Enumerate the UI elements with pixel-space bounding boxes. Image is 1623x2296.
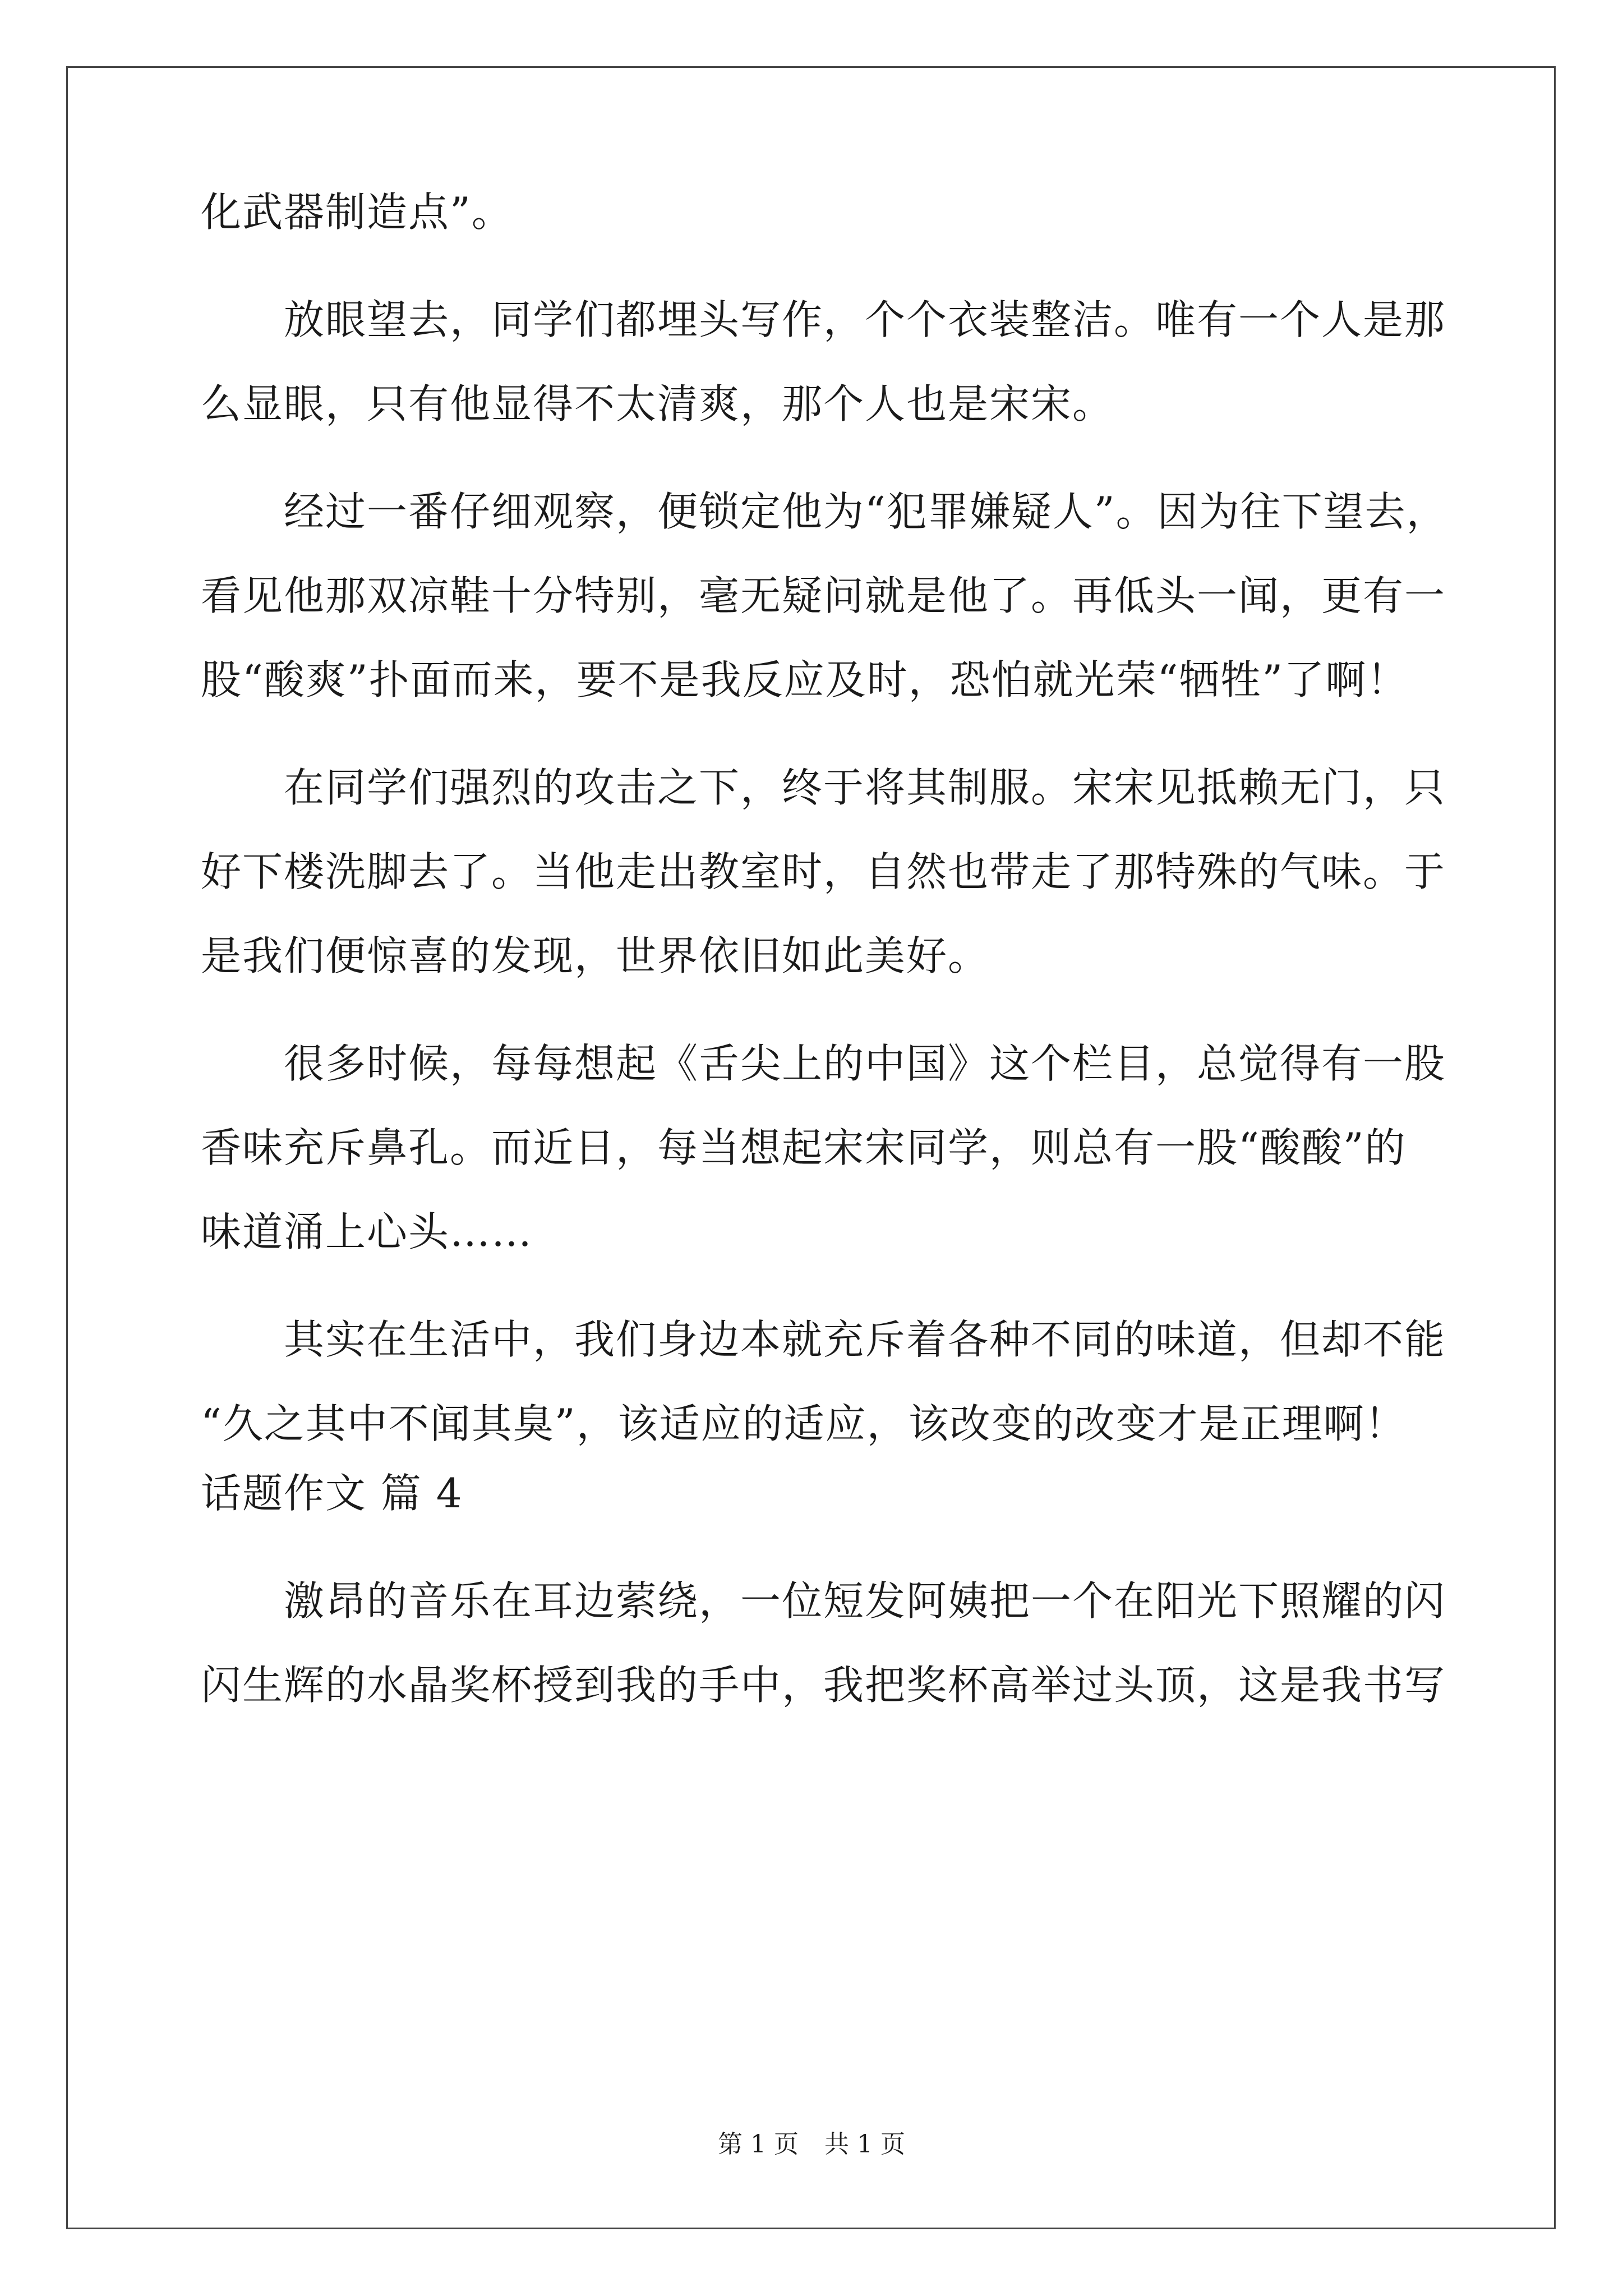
text-line: 好下楼洗脚去了。当他走出教室时，自然也带走了那特殊的气味。于	[201, 848, 1446, 895]
text-line: 闪生辉的水晶奖杯授到我的手中，我把奖杯高举过头顶，这是我书写	[201, 1662, 1446, 1709]
text-line: 激昂的音乐在耳边萦绕，一位短发阿姨把一个在阳光下照耀的闪	[201, 1577, 1446, 1625]
text-line: 是我们便惊喜的发现，世界依旧如此美好。	[201, 932, 990, 979]
text-line: 么显眼，只有他显得不太清爽，那个人也是宋宋。	[201, 380, 1114, 427]
page-number-current: 第 1 页	[718, 2130, 799, 2159]
text-line: 看见他那双凉鞋十分特别，毫无疑问就是他了。再低头一闻，更有一	[201, 572, 1446, 619]
text-line: 放眼望去，同学们都埋头写作，个个衣装整洁。唯有一个人是那	[201, 296, 1446, 343]
text-line: 化武器制造点”。	[201, 188, 513, 236]
page-number-total: 共 1 页	[824, 2130, 905, 2159]
text-line: 味道涌上心头……	[201, 1208, 533, 1255]
text-line: 经过一番仔细观察，便锁定他为“犯罪嫌疑人”。因为往下望去，	[201, 488, 1448, 535]
document-body	[201, 185, 1448, 1712]
text-line: 其实在生活中，我们身边本就充斥着各种不同的味道，但却不能	[201, 1316, 1446, 1363]
text-line: 很多时候，每每想起《舌尖上的中国》这个栏目，总觉得有一股	[201, 1040, 1446, 1087]
text-line: “久之其中不闻其臭”，该适应的适应，该改变的改变才是正理啊！	[201, 1400, 1407, 1447]
text-line: 股“酸爽”扑面而来，要不是我反应及时，恐怕就光荣“牺牲”了啊！	[201, 656, 1409, 703]
text-line: 香味充斥鼻孔。而近日，每当想起宋宋同学，则总有一股“酸酸”的	[201, 1124, 1407, 1171]
section-heading: 话题作文 篇 4	[201, 1470, 463, 1517]
page-footer	[0, 2129, 1623, 2160]
text-line: 在同学们强烈的攻击之下，终于将其制服。宋宋见抵赖无门，只	[201, 764, 1446, 811]
